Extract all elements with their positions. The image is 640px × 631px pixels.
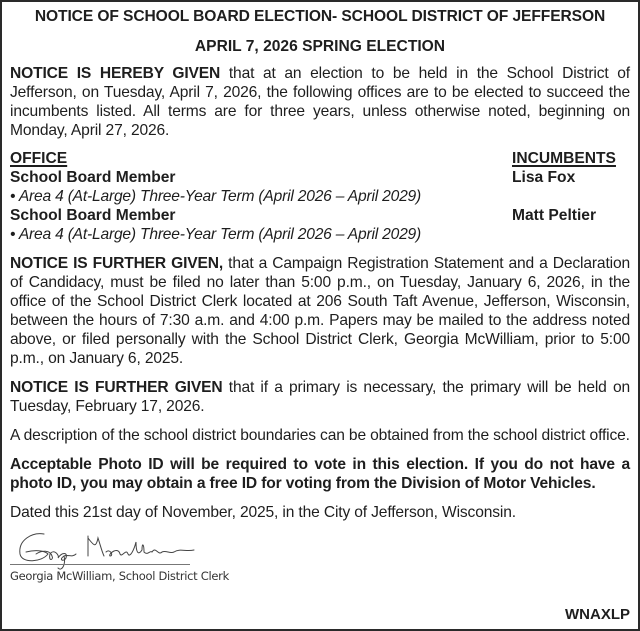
boundaries-paragraph: A description of the school district boundaries can be obtained from the school district office. (10, 427, 630, 444)
intro-text: that at an election to be held in the School District of Jefferson, on Tuesday, April 7, 2026, the following offices are to be elected to succeed the incumbents listed. All terms are for three years, unless otherwise noted, beginning on Monday, April 27, 2026. (10, 65, 630, 139)
office-column-header: OFFICE (10, 150, 68, 167)
filing-lead: NOTICE IS FURTHER GIVEN, (10, 255, 224, 272)
primary-paragraph (10, 378, 630, 416)
offices-table (10, 149, 630, 244)
dated-paragraph: Dated this 21st day of November, 2025, in the City of Jefferson, Wisconsin. (10, 504, 516, 521)
incumbents-column-header: INCUMBENTS (512, 150, 616, 167)
incumbent-name: Lisa Fox (512, 169, 576, 186)
notice-subtitle: APRIL 7, 2026 SPRING ELECTION (194, 38, 446, 55)
office-row (10, 168, 630, 187)
notice-body (2, 2, 638, 590)
office-name: School Board Member (10, 169, 176, 186)
primary-lead: NOTICE IS FURTHER GIVEN (10, 379, 223, 396)
office-row (10, 206, 630, 225)
office-term: • Area 4 (At-Large) Three-Year Term (April 2026 – April 2029) (10, 226, 422, 243)
filing-text: that a Campaign Registration Statement and a Declaration of Candidacy, must be filed no later than 5:00 p.m., on Tuesday, January 6, 2026, in the office of the School District Clerk located at 206 South Taft Avenue, Jefferson, Wisconsin, between the hours of 7:30 a.m. and 4:00 p.m. Papers may be mailed to the address noted above, or filed personally with the School District Clerk, Georgia McWilliam, prior to 5:00 p.m., on January 6, 2025. (10, 255, 630, 367)
photo-id-paragraph: Acceptable Photo ID will be required to vote in this election. If you do not have a photo ID, you may obtain a free ID for voting from the Division of Motor Vehicles. (10, 456, 630, 492)
intro-lead: NOTICE IS HEREBY GIVEN (10, 65, 221, 82)
signature-block (10, 528, 630, 590)
intro-paragraph (10, 64, 630, 140)
signature-line (10, 564, 190, 565)
primary-text: that if a primary is necessary, the primary will be held on Tuesday, February 17, 2026. (10, 379, 630, 415)
notice-title: NOTICE OF SCHOOL BOARD ELECTION- SCHOOL DISTRICT OF JEFFERSON (34, 8, 606, 25)
incumbent-name: Matt Peltier (512, 207, 597, 224)
filing-paragraph (10, 254, 630, 368)
office-name: School Board Member (10, 207, 176, 224)
signature-caption: Georgia McWilliam, School District Clerk (10, 569, 229, 583)
offices-header-row (10, 149, 630, 168)
notice-code: WNAXLP (565, 606, 630, 623)
office-term: • Area 4 (At-Large) Three-Year Term (April 2026 – April 2029) (10, 188, 422, 205)
